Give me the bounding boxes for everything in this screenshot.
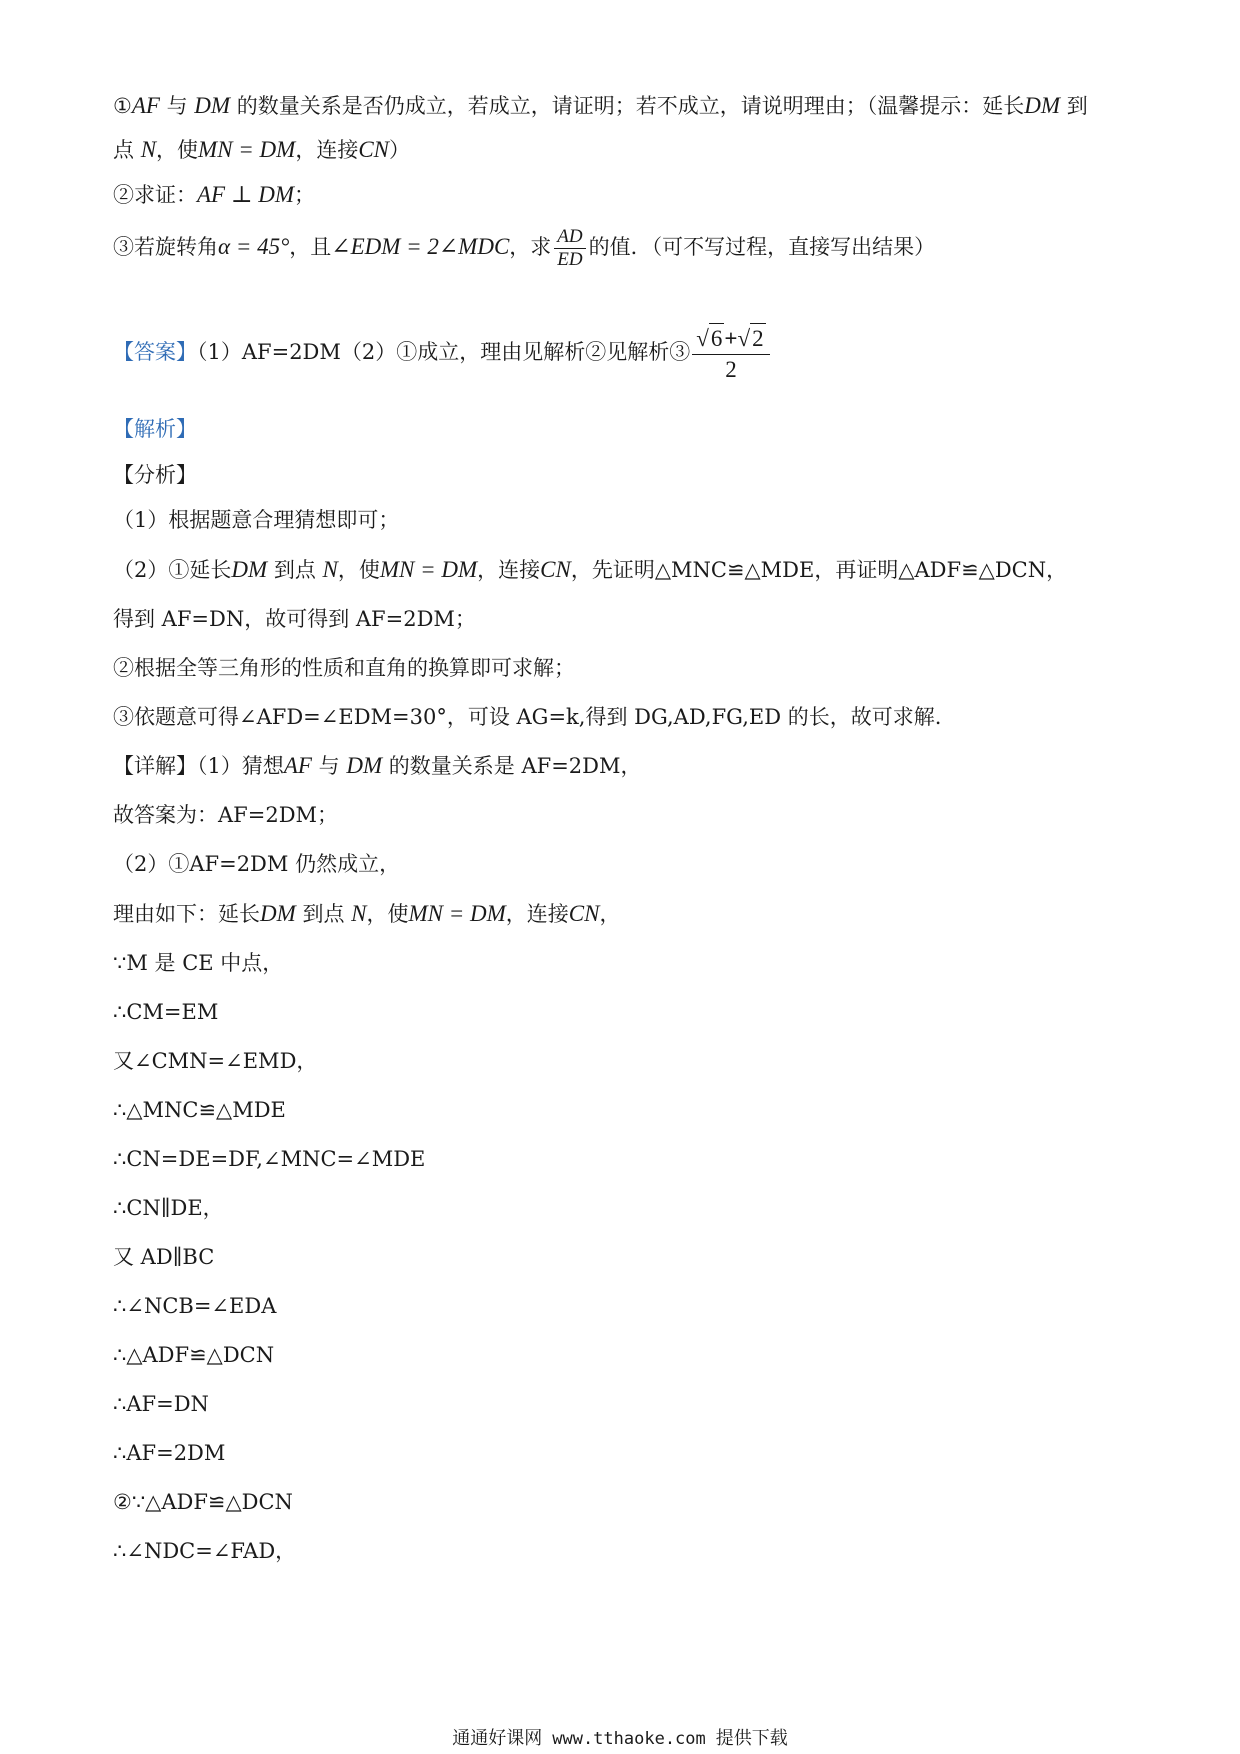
- math-var: DM: [194, 93, 231, 118]
- text: 到点: [295, 902, 352, 926]
- text: 点: [113, 138, 141, 162]
- math-expr: MN = DM: [408, 901, 506, 926]
- analysis-paragraph: （1）根据题意合理猜想即可；: [113, 508, 400, 532]
- analysis-paragraph: ②根据全等三角形的性质和直角的换算即可求解；: [113, 656, 575, 680]
- text: 的数量关系是否仍成立，若成立，请证明；若不成立，请说明理由；（温馨提示：延长: [230, 94, 1025, 118]
- math-expr: α = 45°: [218, 234, 290, 259]
- radicand: 6: [709, 323, 725, 354]
- detail-line: ∴CM=EM: [113, 1000, 219, 1024]
- math-var: DM: [260, 901, 296, 926]
- text: ，连接: [295, 138, 359, 162]
- detail-line: ∵M 是 CE 中点，: [113, 951, 284, 975]
- text: （2）①延长: [113, 558, 232, 582]
- text: ，先证明△MNC≌△MDE，再证明△ADF≌△DCN，: [570, 558, 1068, 582]
- analysis-label: 【分析】: [113, 463, 197, 487]
- text: 到点: [267, 558, 323, 582]
- math-var: N: [351, 901, 367, 926]
- analysis-heading: 【解析】: [113, 417, 197, 441]
- detail-line: ∴∠NDC=∠FAD，: [113, 1539, 297, 1563]
- math-var: CN: [540, 557, 571, 582]
- text: ，连接: [477, 558, 541, 582]
- page-footer: [0, 1728, 1240, 1750]
- fraction-ad-ed: [554, 226, 585, 271]
- detail-label: 【详解】: [113, 754, 197, 778]
- text: ；: [294, 183, 315, 207]
- text: ，求: [509, 235, 552, 259]
- text: 理由如下：延长: [113, 902, 260, 926]
- detail-line: ∴CN∥DE，: [113, 1196, 224, 1220]
- question-1-hint-line: [113, 135, 1140, 165]
- text: ③若旋转角: [113, 235, 218, 259]
- analysis-paragraph: [113, 555, 1140, 585]
- math-var: DM: [1024, 93, 1061, 118]
- answer-text: （1）AF=2DM（2）①成立，理由见解析②见解析③: [197, 340, 691, 364]
- text: ，连接: [505, 902, 569, 926]
- detail-line: ∴△MNC≌△MDE: [113, 1098, 286, 1122]
- detail-line: [113, 751, 1140, 781]
- plus-sign: +: [724, 325, 738, 351]
- detail-line: 又 AD∥BC: [113, 1245, 215, 1269]
- math-expr: ∠EDM = 2∠MDC: [331, 234, 510, 259]
- math-var: CN: [358, 137, 390, 162]
- math-expr: AF ⊥ DM: [197, 182, 294, 207]
- text: 的值．（可不写过程，直接写出结果）: [588, 235, 936, 259]
- analysis-paragraph: ③依题意可得∠AFD=∠EDM=30°，可设 AG=k,得到 DG,AD,FG,ED 的长，故可求解.: [113, 705, 942, 729]
- detail-line: ∴△ADF≌△DCN: [113, 1343, 275, 1367]
- detail-line: 故答案为：AF=2DM；: [113, 803, 339, 827]
- math-var: AF: [283, 753, 312, 778]
- math-var: N: [322, 557, 338, 582]
- text: ，使: [156, 138, 199, 162]
- text: ，使: [337, 558, 380, 582]
- answer-denominator: 2: [725, 356, 737, 382]
- math-var: DM: [231, 557, 268, 582]
- answer-label: 【答案】: [113, 340, 197, 364]
- question-3-line: [113, 225, 1140, 271]
- fraction-denominator: ED: [557, 249, 583, 270]
- text: （1）猜想: [197, 754, 284, 778]
- question-2-line: [113, 180, 1140, 210]
- math-var: AF: [131, 93, 160, 118]
- text: ②求证：: [113, 183, 197, 207]
- radicand: 2: [750, 323, 766, 354]
- text: ①: [113, 94, 132, 118]
- footer-url[interactable]: www.tthaoke.com: [552, 1729, 706, 1749]
- math-expr: MN = DM: [198, 137, 296, 162]
- text: ，: [599, 902, 621, 926]
- answer-fraction: [692, 323, 769, 385]
- math-var: CN: [568, 901, 600, 926]
- math-var: N: [140, 137, 157, 162]
- analysis-paragraph: 得到 AF=DN，故可得到 AF=2DM；: [113, 607, 476, 631]
- detail-line: ②∵△ADF≌△DCN: [113, 1490, 293, 1514]
- text: 与: [159, 94, 195, 118]
- text: 到: [1060, 94, 1088, 118]
- question-1-line: [113, 91, 1140, 121]
- footer-note: 提供下载: [715, 1728, 788, 1749]
- text: ，使: [366, 902, 409, 926]
- math-expr: MN = DM: [379, 557, 478, 582]
- detail-line: ∴AF=DN: [113, 1392, 209, 1416]
- detail-line: ∴CN=DE=DF,∠MNC=∠MDE: [113, 1147, 426, 1171]
- fraction-numerator: AD: [554, 226, 585, 249]
- sqrt-6: √6: [696, 323, 724, 354]
- answer-line: [113, 322, 1140, 385]
- math-var: DM: [346, 753, 383, 778]
- detail-line: [113, 899, 1140, 929]
- detail-line: 又∠CMN=∠EMD，: [113, 1049, 318, 1073]
- sqrt-2: √2: [738, 323, 766, 354]
- text: ）: [389, 138, 411, 162]
- detail-line: ∴∠NCB=∠EDA: [113, 1294, 277, 1318]
- text: 的数量关系是 AF=2DM，: [382, 754, 642, 778]
- footer-site-name: 通通好课网: [452, 1728, 543, 1749]
- detail-line: （2）①AF=2DM 仍然成立，: [113, 852, 401, 876]
- answer-numerator: [692, 323, 769, 355]
- text: ，且: [289, 235, 332, 259]
- text: 与: [311, 754, 347, 778]
- detail-line: ∴AF=2DM: [113, 1441, 226, 1465]
